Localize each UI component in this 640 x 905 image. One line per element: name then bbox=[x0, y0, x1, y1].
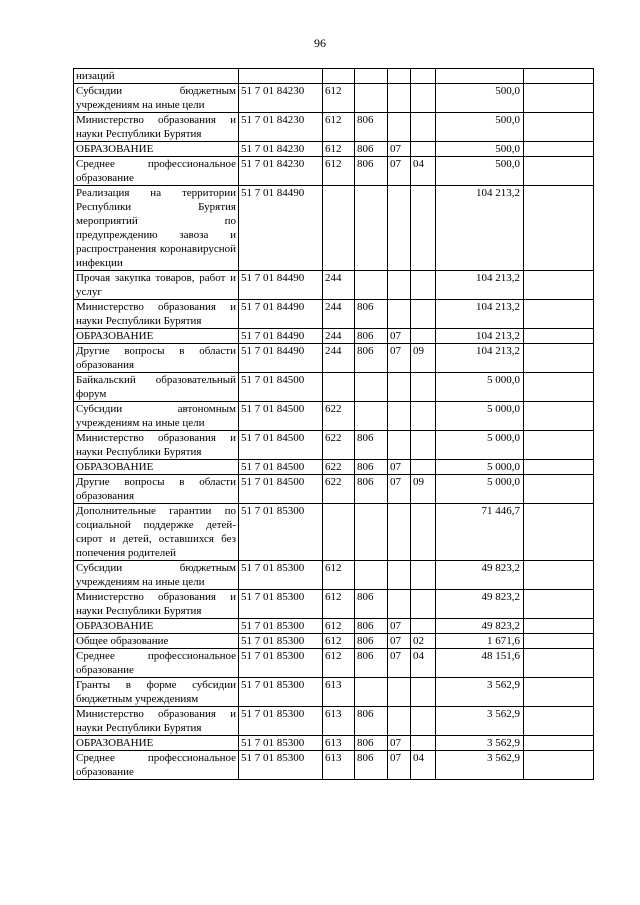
section-cell bbox=[388, 707, 411, 736]
target-code-cell: 51 7 01 84500 bbox=[239, 460, 323, 475]
item-name-cell: Другие вопросы в области образования bbox=[74, 475, 239, 504]
ministry-code-cell: 806 bbox=[355, 619, 388, 634]
section-cell bbox=[388, 300, 411, 329]
empty-cell bbox=[524, 84, 594, 113]
expense-type-cell: 244 bbox=[323, 344, 355, 373]
ministry-code-cell: 806 bbox=[355, 590, 388, 619]
ministry-code-cell bbox=[355, 271, 388, 300]
item-name-cell: Реализация на территории Республики Бурятия мероприятий по предупреждению завоза и распространения коронавирусной инфекции bbox=[74, 186, 239, 271]
empty-cell bbox=[524, 157, 594, 186]
table-row bbox=[74, 271, 594, 300]
section-cell bbox=[388, 271, 411, 300]
target-code-cell: 51 7 01 85300 bbox=[239, 678, 323, 707]
item-name-cell: Министерство образования и науки Республики Бурятия bbox=[74, 707, 239, 736]
empty-cell bbox=[524, 402, 594, 431]
amount-cell: 5 000,0 bbox=[436, 475, 524, 504]
section-cell: 07 bbox=[388, 142, 411, 157]
expense-type-cell: 612 bbox=[323, 634, 355, 649]
expense-type-cell: 612 bbox=[323, 590, 355, 619]
amount-cell: 500,0 bbox=[436, 113, 524, 142]
table-row bbox=[74, 69, 594, 84]
table-row bbox=[74, 402, 594, 431]
amount-cell: 500,0 bbox=[436, 157, 524, 186]
target-code-cell: 51 7 01 84490 bbox=[239, 271, 323, 300]
item-name-cell: низаций bbox=[74, 69, 239, 84]
table-row bbox=[74, 142, 594, 157]
item-name-cell: Среднее профессиональное образование bbox=[74, 649, 239, 678]
table-row bbox=[74, 84, 594, 113]
target-code-cell: 51 7 01 84490 bbox=[239, 186, 323, 271]
item-name-cell: Субсидии бюджетным учреждениям на иные цели bbox=[74, 84, 239, 113]
section-cell: 07 bbox=[388, 619, 411, 634]
target-code-cell: 51 7 01 84490 bbox=[239, 344, 323, 373]
ministry-code-cell bbox=[355, 504, 388, 561]
expense-type-cell: 613 bbox=[323, 707, 355, 736]
subsection-cell bbox=[411, 402, 436, 431]
expense-type-cell: 612 bbox=[323, 619, 355, 634]
section-cell bbox=[388, 113, 411, 142]
item-name-cell: ОБРАЗОВАНИЕ bbox=[74, 329, 239, 344]
amount-cell: 48 151,6 bbox=[436, 649, 524, 678]
target-code-cell: 51 7 01 85300 bbox=[239, 649, 323, 678]
subsection-cell bbox=[411, 590, 436, 619]
empty-cell bbox=[524, 590, 594, 619]
ministry-code-cell: 806 bbox=[355, 460, 388, 475]
subsection-cell: 09 bbox=[411, 344, 436, 373]
amount-cell: 49 823,2 bbox=[436, 590, 524, 619]
item-name-cell: Гранты в форме субсидии бюджетным учреждениям bbox=[74, 678, 239, 707]
item-name-cell: ОБРАЗОВАНИЕ bbox=[74, 460, 239, 475]
amount-cell: 104 213,2 bbox=[436, 329, 524, 344]
subsection-cell bbox=[411, 460, 436, 475]
table-row bbox=[74, 300, 594, 329]
amount-cell: 104 213,2 bbox=[436, 186, 524, 271]
amount-cell: 49 823,2 bbox=[436, 619, 524, 634]
section-cell: 07 bbox=[388, 649, 411, 678]
target-code-cell: 51 7 01 85300 bbox=[239, 736, 323, 751]
ministry-code-cell: 806 bbox=[355, 707, 388, 736]
target-code-cell: 51 7 01 84490 bbox=[239, 300, 323, 329]
amount-cell: 104 213,2 bbox=[436, 300, 524, 329]
ministry-code-cell bbox=[355, 402, 388, 431]
table-row bbox=[74, 475, 594, 504]
section-cell bbox=[388, 402, 411, 431]
subsection-cell: 02 bbox=[411, 634, 436, 649]
amount-cell: 5 000,0 bbox=[436, 402, 524, 431]
table-row bbox=[74, 113, 594, 142]
item-name-cell: Общее образование bbox=[74, 634, 239, 649]
amount-cell: 71 446,7 bbox=[436, 504, 524, 561]
amount-cell: 500,0 bbox=[436, 84, 524, 113]
target-code-cell: 51 7 01 84230 bbox=[239, 157, 323, 186]
subsection-cell bbox=[411, 561, 436, 590]
ministry-code-cell bbox=[355, 373, 388, 402]
expense-type-cell: 613 bbox=[323, 736, 355, 751]
section-cell: 07 bbox=[388, 634, 411, 649]
item-name-cell: Министерство образования и науки Республики Бурятия bbox=[74, 590, 239, 619]
item-name-cell: ОБРАЗОВАНИЕ bbox=[74, 736, 239, 751]
ministry-code-cell: 806 bbox=[355, 751, 388, 780]
empty-cell bbox=[524, 186, 594, 271]
target-code-cell: 51 7 01 84500 bbox=[239, 402, 323, 431]
item-name-cell: Субсидии бюджетным учреждениям на иные цели bbox=[74, 561, 239, 590]
section-cell bbox=[388, 678, 411, 707]
ministry-code-cell: 806 bbox=[355, 329, 388, 344]
expense-type-cell: 613 bbox=[323, 751, 355, 780]
expense-type-cell: 612 bbox=[323, 84, 355, 113]
table-row bbox=[74, 678, 594, 707]
empty-cell bbox=[524, 373, 594, 402]
section-cell bbox=[388, 561, 411, 590]
target-code-cell: 51 7 01 84230 bbox=[239, 113, 323, 142]
ministry-code-cell: 806 bbox=[355, 736, 388, 751]
target-code-cell: 51 7 01 85300 bbox=[239, 561, 323, 590]
section-cell: 07 bbox=[388, 329, 411, 344]
item-name-cell: ОБРАЗОВАНИЕ bbox=[74, 619, 239, 634]
ministry-code-cell: 806 bbox=[355, 113, 388, 142]
amount-cell: 3 562,9 bbox=[436, 751, 524, 780]
table-row bbox=[74, 619, 594, 634]
table-row bbox=[74, 373, 594, 402]
subsection-cell bbox=[411, 431, 436, 460]
target-code-cell: 51 7 01 85300 bbox=[239, 634, 323, 649]
expense-type-cell bbox=[323, 504, 355, 561]
amount-cell: 3 562,9 bbox=[436, 707, 524, 736]
section-cell bbox=[388, 84, 411, 113]
item-name-cell: Субсидии автономным учреждениям на иные цели bbox=[74, 402, 239, 431]
target-code-cell: 51 7 01 85300 bbox=[239, 619, 323, 634]
subsection-cell bbox=[411, 271, 436, 300]
ministry-code-cell: 806 bbox=[355, 142, 388, 157]
table-row bbox=[74, 649, 594, 678]
table-row bbox=[74, 157, 594, 186]
item-name-cell: Министерство образования и науки Республики Бурятия bbox=[74, 431, 239, 460]
subsection-cell: 04 bbox=[411, 751, 436, 780]
section-cell: 07 bbox=[388, 344, 411, 373]
ministry-code-cell bbox=[355, 561, 388, 590]
empty-cell bbox=[524, 271, 594, 300]
expense-type-cell: 622 bbox=[323, 431, 355, 460]
expense-type-cell: 622 bbox=[323, 460, 355, 475]
ministry-code-cell: 806 bbox=[355, 431, 388, 460]
section-cell bbox=[388, 186, 411, 271]
expense-type-cell: 622 bbox=[323, 475, 355, 504]
expense-type-cell: 622 bbox=[323, 402, 355, 431]
ministry-code-cell: 806 bbox=[355, 300, 388, 329]
section-cell bbox=[388, 590, 411, 619]
amount-cell: 5 000,0 bbox=[436, 460, 524, 475]
amount-cell: 3 562,9 bbox=[436, 678, 524, 707]
table-row bbox=[74, 634, 594, 649]
item-name-cell: Другие вопросы в области образования bbox=[74, 344, 239, 373]
expense-type-cell: 244 bbox=[323, 271, 355, 300]
subsection-cell bbox=[411, 736, 436, 751]
subsection-cell bbox=[411, 707, 436, 736]
expense-type-cell: 612 bbox=[323, 561, 355, 590]
table-row bbox=[74, 504, 594, 561]
amount-cell: 104 213,2 bbox=[436, 271, 524, 300]
subsection-cell bbox=[411, 329, 436, 344]
amount-cell: 5 000,0 bbox=[436, 431, 524, 460]
amount-cell: 3 562,9 bbox=[436, 736, 524, 751]
ministry-code-cell bbox=[355, 186, 388, 271]
table-row bbox=[74, 186, 594, 271]
target-code-cell bbox=[239, 69, 323, 84]
ministry-code-cell bbox=[355, 69, 388, 84]
table-row bbox=[74, 344, 594, 373]
table-row bbox=[74, 590, 594, 619]
expense-type-cell bbox=[323, 373, 355, 402]
target-code-cell: 51 7 01 85300 bbox=[239, 751, 323, 780]
ministry-code-cell: 806 bbox=[355, 634, 388, 649]
item-name-cell: Министерство образования и науки Республики Бурятия bbox=[74, 300, 239, 329]
empty-cell bbox=[524, 619, 594, 634]
empty-cell bbox=[524, 649, 594, 678]
empty-cell bbox=[524, 678, 594, 707]
section-cell: 07 bbox=[388, 475, 411, 504]
empty-cell bbox=[524, 431, 594, 460]
target-code-cell: 51 7 01 85300 bbox=[239, 707, 323, 736]
table-row bbox=[74, 736, 594, 751]
item-name-cell: Прочая закупка товаров, работ и услуг bbox=[74, 271, 239, 300]
subsection-cell: 04 bbox=[411, 157, 436, 186]
target-code-cell: 51 7 01 84490 bbox=[239, 329, 323, 344]
target-code-cell: 51 7 01 85300 bbox=[239, 590, 323, 619]
item-name-cell: Среднее профессиональное образование bbox=[74, 157, 239, 186]
amount-cell bbox=[436, 69, 524, 84]
empty-cell bbox=[524, 329, 594, 344]
subsection-cell bbox=[411, 69, 436, 84]
expense-type-cell: 244 bbox=[323, 329, 355, 344]
amount-cell: 1 671,6 bbox=[436, 634, 524, 649]
subsection-cell bbox=[411, 619, 436, 634]
empty-cell bbox=[524, 561, 594, 590]
target-code-cell: 51 7 01 84500 bbox=[239, 475, 323, 504]
table-row bbox=[74, 329, 594, 344]
amount-cell: 49 823,2 bbox=[436, 561, 524, 590]
subsection-cell bbox=[411, 142, 436, 157]
expense-type-cell: 612 bbox=[323, 113, 355, 142]
empty-cell bbox=[524, 751, 594, 780]
expense-type-cell bbox=[323, 186, 355, 271]
amount-cell: 5 000,0 bbox=[436, 373, 524, 402]
section-cell bbox=[388, 373, 411, 402]
ministry-code-cell: 806 bbox=[355, 344, 388, 373]
subsection-cell bbox=[411, 113, 436, 142]
subsection-cell: 09 bbox=[411, 475, 436, 504]
subsection-cell bbox=[411, 504, 436, 561]
empty-cell bbox=[524, 475, 594, 504]
empty-cell bbox=[524, 736, 594, 751]
table-row bbox=[74, 707, 594, 736]
expense-type-cell: 612 bbox=[323, 142, 355, 157]
amount-cell: 104 213,2 bbox=[436, 344, 524, 373]
table-row bbox=[74, 751, 594, 780]
empty-cell bbox=[524, 634, 594, 649]
empty-cell bbox=[524, 504, 594, 561]
expense-type-cell: 244 bbox=[323, 300, 355, 329]
empty-cell bbox=[524, 69, 594, 84]
item-name-cell: Министерство образования и науки Республики Бурятия bbox=[74, 113, 239, 142]
item-name-cell: ОБРАЗОВАНИЕ bbox=[74, 142, 239, 157]
ministry-code-cell: 806 bbox=[355, 475, 388, 504]
subsection-cell bbox=[411, 373, 436, 402]
ministry-code-cell: 806 bbox=[355, 157, 388, 186]
empty-cell bbox=[524, 344, 594, 373]
table-body bbox=[74, 69, 594, 780]
ministry-code-cell bbox=[355, 84, 388, 113]
empty-cell bbox=[524, 142, 594, 157]
section-cell bbox=[388, 431, 411, 460]
section-cell bbox=[388, 504, 411, 561]
empty-cell bbox=[524, 300, 594, 329]
section-cell bbox=[388, 69, 411, 84]
expense-type-cell: 613 bbox=[323, 678, 355, 707]
budget-table bbox=[73, 68, 594, 780]
item-name-cell: Дополнительные гарантии по социальной поддержке детей-сирот и детей, оставшихся без попечения родителей bbox=[74, 504, 239, 561]
target-code-cell: 51 7 01 84500 bbox=[239, 373, 323, 402]
expense-type-cell bbox=[323, 69, 355, 84]
page-number: 96 bbox=[314, 36, 326, 50]
section-cell: 07 bbox=[388, 751, 411, 780]
amount-cell: 500,0 bbox=[436, 142, 524, 157]
ministry-code-cell bbox=[355, 678, 388, 707]
subsection-cell bbox=[411, 300, 436, 329]
target-code-cell: 51 7 01 84230 bbox=[239, 84, 323, 113]
target-code-cell: 51 7 01 85300 bbox=[239, 504, 323, 561]
target-code-cell: 51 7 01 84500 bbox=[239, 431, 323, 460]
table-row bbox=[74, 431, 594, 460]
ministry-code-cell: 806 bbox=[355, 649, 388, 678]
subsection-cell bbox=[411, 84, 436, 113]
section-cell: 07 bbox=[388, 736, 411, 751]
empty-cell bbox=[524, 707, 594, 736]
expense-type-cell: 612 bbox=[323, 157, 355, 186]
subsection-cell bbox=[411, 678, 436, 707]
section-cell: 07 bbox=[388, 157, 411, 186]
target-code-cell: 51 7 01 84230 bbox=[239, 142, 323, 157]
subsection-cell bbox=[411, 186, 436, 271]
item-name-cell: Байкальский образовательный форум bbox=[74, 373, 239, 402]
subsection-cell: 04 bbox=[411, 649, 436, 678]
section-cell: 07 bbox=[388, 460, 411, 475]
item-name-cell: Среднее профессиональное образование bbox=[74, 751, 239, 780]
empty-cell bbox=[524, 113, 594, 142]
expense-type-cell: 612 bbox=[323, 649, 355, 678]
empty-cell bbox=[524, 460, 594, 475]
table-row bbox=[74, 561, 594, 590]
table-row bbox=[74, 460, 594, 475]
